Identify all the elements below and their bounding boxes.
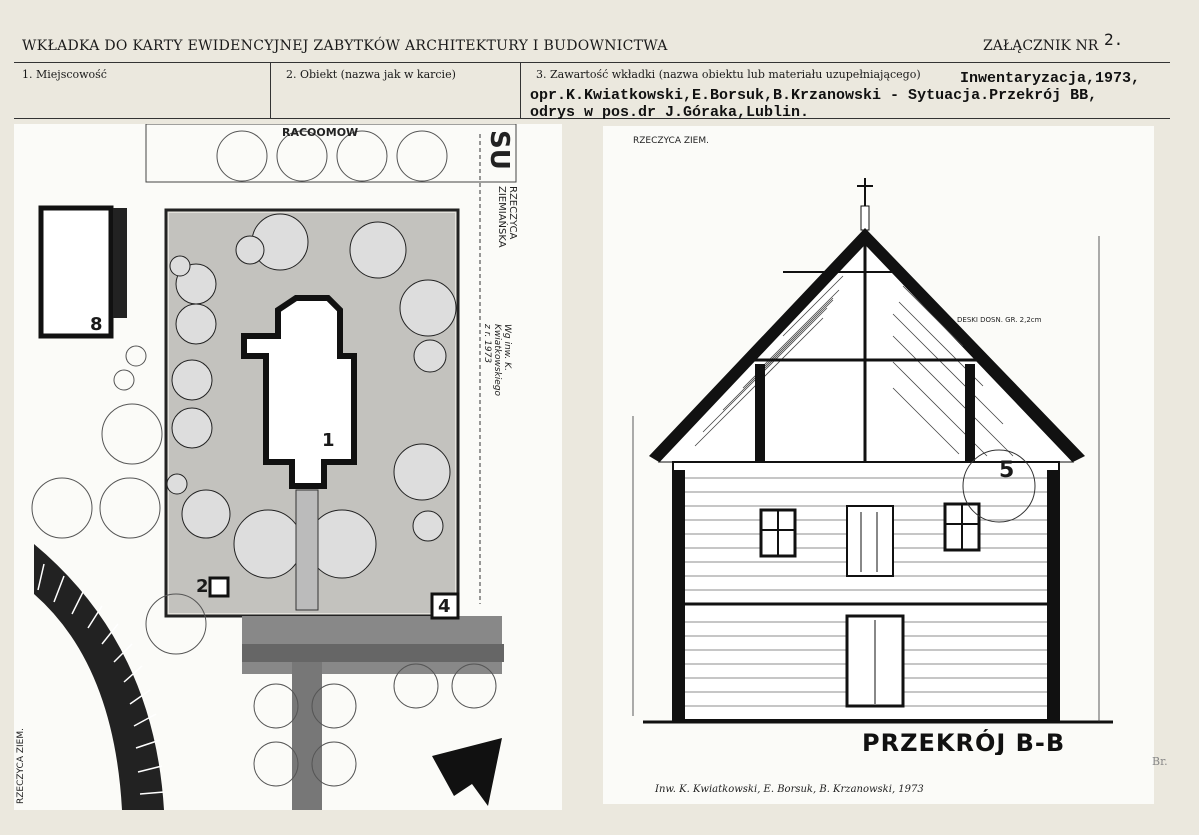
north-arrow xyxy=(432,738,502,806)
form-top-rule xyxy=(14,62,1170,63)
site-top-label: RACOOMOW xyxy=(282,126,359,139)
object-label: 2. Obiekt (nazwa jak w karcie) xyxy=(286,68,456,81)
author-label: Wg inw. K. Kwiatkowskiego z r. 1973 xyxy=(482,324,512,397)
roof-cross xyxy=(857,178,873,206)
signature: Inw. K. Kwiatkowski, E. Borsuk, B. Krzanowski, 1973 xyxy=(655,784,924,795)
river-label-bottom: RZECZYCA ZIEM. xyxy=(16,728,26,804)
sheet-title: WKŁADKA DO KARTY EWIDENCYJNEJ ZABYTKÓW ARCHITEKTURY I BUDOWNICTWA xyxy=(22,38,668,54)
locality-label: 1. Miejscowość xyxy=(22,68,107,81)
content-value-line1: Inwentaryzacja,1973, xyxy=(960,70,1141,87)
section-drawing xyxy=(603,126,1154,804)
upper-door xyxy=(847,506,893,576)
annex-number: 2. xyxy=(1104,30,1124,49)
section-top-label: RZECZYCA ZIEM. xyxy=(633,136,709,146)
bottom-path xyxy=(292,662,322,810)
content-label: 3. Zawartość wkładki (nazwa obiektu lub materiału uzupełniającego) xyxy=(536,68,921,81)
content-value-line3: odrys w pos.dr J.Góraka,Lublin. xyxy=(530,104,810,121)
marker-number: 5 xyxy=(999,458,1015,483)
church-path xyxy=(296,490,318,610)
building-number-1: 1 xyxy=(322,430,335,451)
form-divider-1 xyxy=(270,62,271,118)
fence-left xyxy=(113,208,127,318)
site-corner-label: SU xyxy=(484,130,514,170)
site-plan-photo xyxy=(14,124,562,810)
section-photo xyxy=(603,126,1154,804)
form-divider-2 xyxy=(520,62,521,118)
faint-stamp: Br. xyxy=(1152,755,1168,768)
site-plan-drawing xyxy=(14,124,562,810)
section-title: PRZEKRÓJ B-B xyxy=(862,729,1066,755)
building-number-4: 4 xyxy=(438,596,451,617)
roof-note: DESKI DOSN. GR. 2,2cm xyxy=(957,316,1042,324)
building-number-8: 8 xyxy=(90,314,103,335)
annex-label: ZAŁĄCZNIK NR xyxy=(983,38,1099,54)
building-number-2: 2 xyxy=(196,576,209,597)
building-2 xyxy=(210,578,228,596)
content-value-line2: opr.K.Kwiatkowski,E.Borsuk,B.Krzanowski - Sytuacja.Przekrój BB, xyxy=(530,87,1098,104)
river-label-right: RZECZYCA ZIEMIAŃSKA xyxy=(496,186,518,248)
